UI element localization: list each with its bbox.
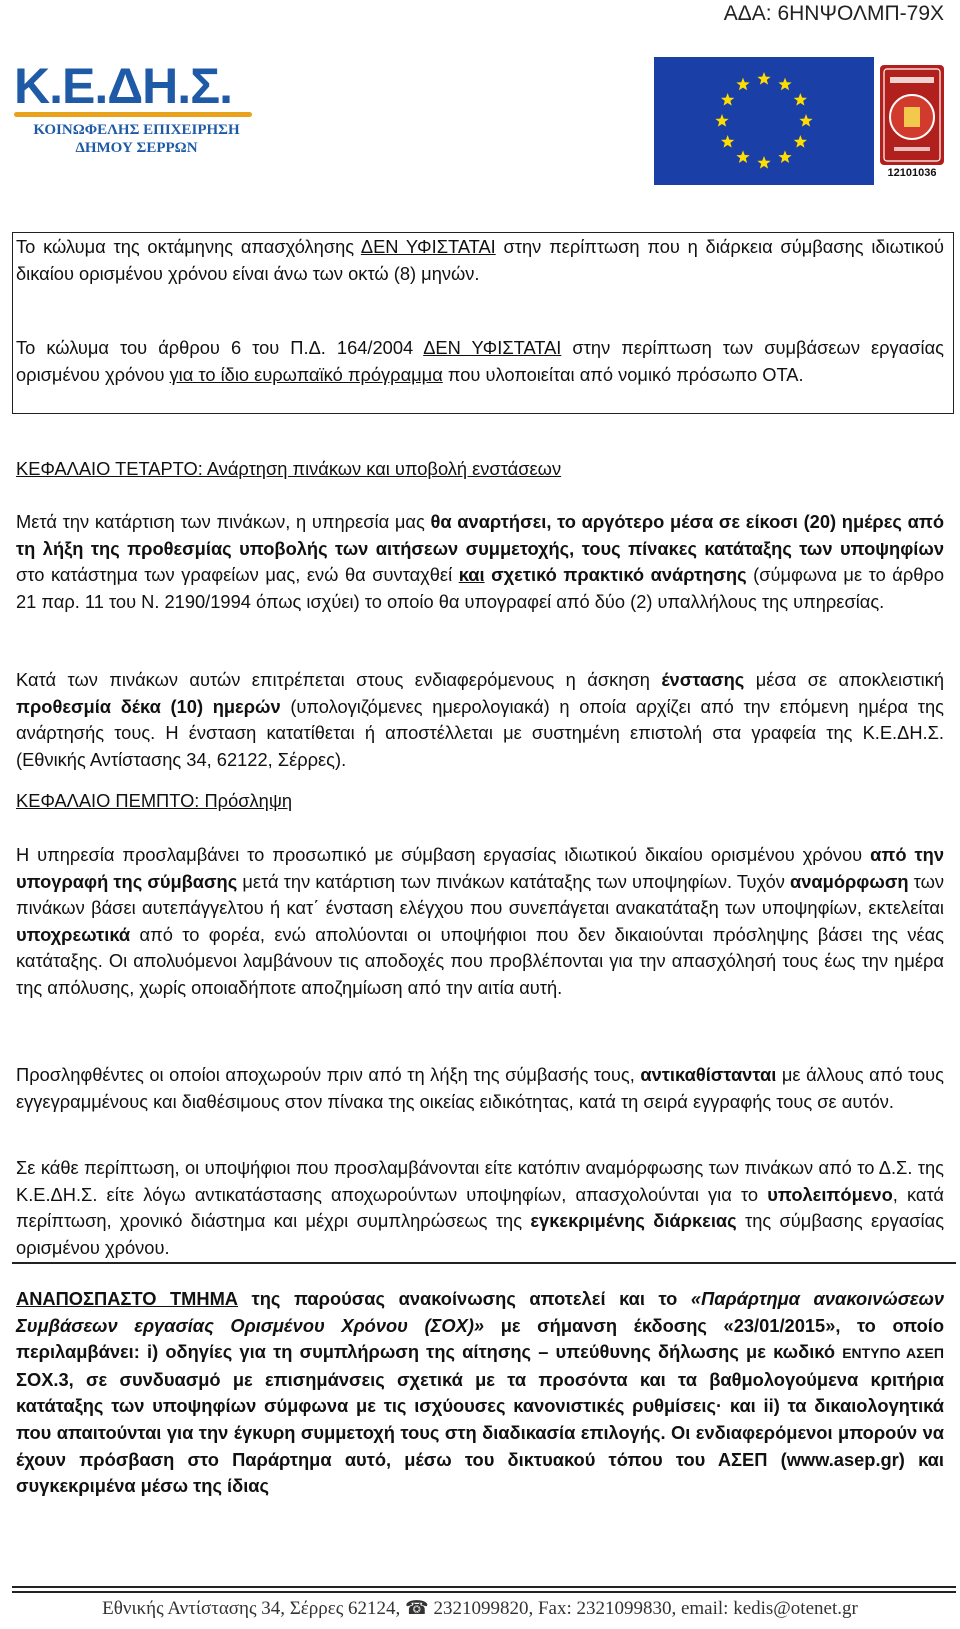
chapter5-heading: ΚΕΦΑΛΑΙΟ ΠΕΜΠΤΟ: Πρόσληψη [16, 790, 293, 811]
chapter4-paragraph-1: Μετά την κατάρτιση των πινάκων, η υπηρεσία μας θα αναρτήσει, το αργότερο μέσα σε είκοσι (20) ημέρες από τη λήξη της προθεσμίας υποβολής των αιτήσεων συμμετοχής, τους πίνακες κατάταξης των υποψηφίων στο κατάστημα των γραφείων μας, ενώ θα συνταχθεί και σχετικό πρακτικό ανάρτησης (σύμφωνα με το άρθρο 21 παρ. 11 του Ν. 2190/1994 όπως ισχύει) το οποίο θα υπογραφεί από δύο (2) υπαλλήλους της υπηρεσίας. [16, 511, 945, 612]
ada-code: ΑΔΑ: 6ΗΝΨΟΛΜΠ-79Χ [723, 2, 944, 25]
footer-divider-bottom [12, 1591, 956, 1593]
box-paragraph-1: Το κώλυμα της οκτάμηνης απασχόλησης ΔΕΝ ΥΦΙΣΤΑΤΑΙ στην περίπτωση που η διάρκεια σύμβασης ιδιωτικού δικαίου ορισμένου χρόνου είναι άνω των οκτώ (8) μηνών. [16, 236, 944, 284]
eu-star-icon [794, 93, 807, 106]
eu-star-icon [715, 114, 728, 127]
chapter4-heading: ΚΕΦΑΛΑΙΟ ΤΕΤΑΡΤΟ: Ανάρτηση πινάκων και υποβολή ενστάσεων [16, 458, 562, 479]
eu-star-icon [736, 150, 749, 163]
eu-flag [654, 57, 874, 185]
eu-star-icon [721, 135, 734, 148]
seal-number: 12101036 [887, 167, 937, 179]
eu-star-icon [757, 72, 770, 85]
annex-divider [12, 1262, 956, 1264]
box-paragraph-2: Το κώλυμα του άρθρου 6 του Π.Δ. 164/2004 ΔΕΝ ΥΦΙΣΤΑΤΑΙ στην περίπτωση των συμβάσεων εργασίας ορισμένου χρόνου για το ίδιο ευρωπαϊκό πρόγραμμα που υλοποιείται από νομικό πρόσωπο ΟΤΑ. [16, 337, 944, 385]
eu-star-icon [799, 114, 812, 127]
annex-paragraph: ΑΝΑΠΟΣΠΑΣΤΟ ΤΜΗΜΑ της παρούσας ανακοίνωσης αποτελεί και το «Παράρτημα ανακοινώσεων Συμβάσεων εργασίας Ορισμένου Χρόνου (ΣΟΧ)» με σήμανση έκδοσης «23/01/2015», το οποίο περιλαμβάνει: i) οδηγίες για τη συμπλήρωση της αίτησης – υπεύθυνης δήλωσης με κωδικό ΕΝΤΥΠΟ ΑΣΕΠ ΣΟΧ.3, σε συνδυασμό με επισημάνσεις σχετικά με τα προσόντα και τα βαθμολογούμενα κριτήρια κατάταξης των υποψηφίων σύμφωνα με τις ισχύουσες κανονιστικές ρυθμίσεις· και ii) τα δικαιολογητικά που απαιτούνται για την έγκυρη συμμετοχή τους στη διαδικασία επιλογής. Οι ενδιαφερόμενοι μπορούν να έχουν πρόσβαση στο Παράρτημα αυτό, μέσω του δικτυακού τόπου του ΑΣΕΠ (www.asep.gr) και συγκεκριμένα μέσω της ίδιας [16, 1288, 945, 1497]
eu-star-icon [778, 78, 791, 91]
eu-star-icon [736, 78, 749, 91]
logo-title: Κ.Ε.ΔΗ.Σ. [14, 58, 233, 114]
eu-star-icon [757, 156, 770, 169]
chapter4-paragraph-2: Κατά των πινάκων αυτών επιτρέπεται στους ενδιαφερόμενους η άσκηση ένστασης μέσα σε αποκλειστική προθεσμία δέκα (10) ημερών (υπολογιζόμενες ημερολογιακά) η οποία αρχίζει από την επόμενη ημέρα της ανάρτησής τους. Η ένσταση κατατίθεται ή αποστέλλεται με συστημένη επιστολή στα γραφεία της Κ.Ε.ΔΗ.Σ. (Εθνικής Αντίστασης 34, 62122, Σέρρες). [16, 669, 944, 770]
logo-subtitle-1: ΚΟΙΝΩΦΕΛΗΣ ΕΠΙΧΕΙΡΗΣΗ [33, 122, 240, 138]
seal-badge-icon [880, 65, 944, 165]
eu-star-icon [794, 135, 807, 148]
footer-divider-top [12, 1586, 956, 1588]
logo-subtitle-2: ΔΗΜΟΥ ΣΕΡΡΩΝ [75, 140, 198, 156]
chapter5-paragraph-3: Σε κάθε περίπτωση, οι υποψήφιοι που προσλαμβάνονται είτε κατόπιν αναμόρφωσης των πινάκων από το Δ.Σ. της Κ.Ε.ΔΗ.Σ. είτε λόγω αντικατάστασης αποχωρούντων υποψηφίων, απασχολούνται για το υπολειπόμενο, κατά περίπτωση, χρονικό διάστημα και μέχρι συμπληρώσεως της εγκεκριμένης διάρκειας της σύμβασης εργασίας ορισμένου χρόνου. [16, 1157, 944, 1258]
kedis-logo [14, 58, 264, 173]
footer-contact: Εθνικής Αντίστασης 34, Σέρρες 62124, ☎ 2321099820, Fax: 2321099830, email: kedis@otenet.gr [102, 1598, 858, 1619]
eu-stars-icon [654, 57, 874, 185]
chapter5-paragraph-1: Η υπηρεσία προσλαμβάνει το προσωπικό με σύμβαση εργασίας ιδιωτικού δικαίου ορισμένου χρόνου από την υπογραφή της σύμβασης μετά την κατάρτιση των πινάκων κατάταξης των υποψηφίων. Τυχόν αναμόρφωση των πινάκων βάσει αυτεπάγγελτου ή κατ΄ ένσταση ελέγχου που συνεπάγεται ανακατάταξη των υποψηφίων, εκτελείται υποχρεωτικά από το φορέα, ενώ απολύονται οι υποψήφιοι που δεν δικαιούνται πρόσληψης βάσει της νέας κατάταξης. Οι απολυόμενοι λαμβάνουν τις αποδοχές που προβλέπονται για την απασχόλησή τους έως την ημέρα της απόλυσης, χωρίς οποιαδήποτε αποζημίωση από την αιτία αυτή. [16, 844, 944, 998]
phone-icon: ☎ [405, 1598, 429, 1619]
quality-seal [880, 65, 944, 185]
eu-star-icon [778, 150, 791, 163]
chapter5-paragraph-2: Προσληφθέντες οι οποίοι αποχωρούν πριν από τη λήξη της σύμβασής τους, αντικαθίστανται με άλλους από τους εγγεγραμμένους και διαθέσιμους στον πίνακα της οικείας ειδικότητας, κατά τη σειρά εγγραφής τους σε αυτόν. [16, 1064, 944, 1112]
eu-star-icon [721, 93, 734, 106]
